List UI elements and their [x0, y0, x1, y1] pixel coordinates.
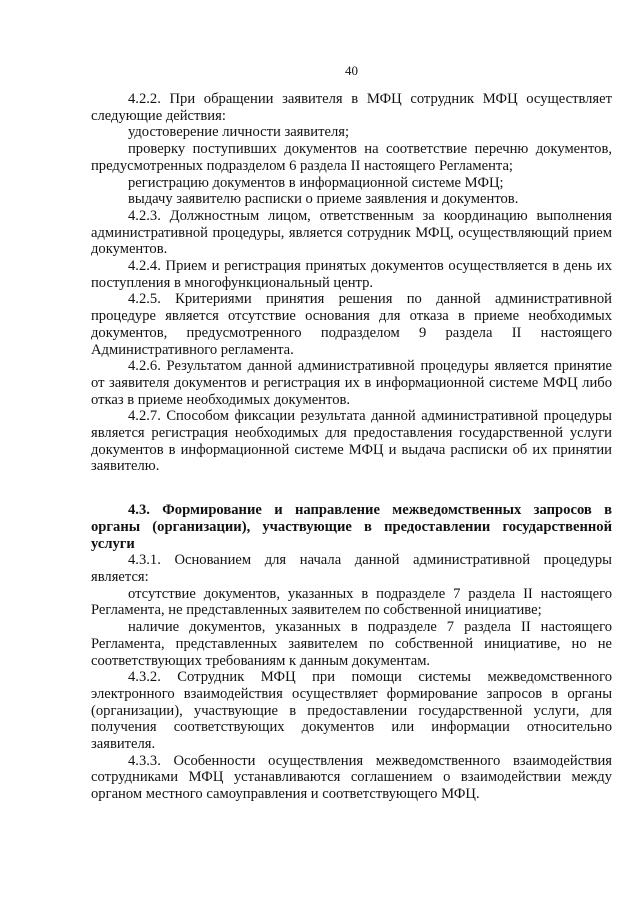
list-item-registration: регистрацию документов в информационной системе МФЦ;: [128, 174, 504, 191]
list-item-presence: наличие документов, указанных в подразделе 7 раздела II настоящего Регламента, представленных заявителем по собственной инициативе, но не соответствующих требованиям к данным документам.: [91, 619, 612, 669]
paragraph-4-2-7: 4.2.7. Способом фиксации результата данной административной процедуры является регистрация необходимых для предоставления государственной услуги документов в информационной системе МФЦ и выдача расписки об их принятии заявителю.: [91, 408, 612, 475]
paragraph-4-3-2: 4.3.2. Сотрудник МФЦ при помощи системы межведомственного электронного взаимодействия осуществляет формирование запросов в органы (организации), участвующие в предоставлении государственной услуги, для получения соответствующих документов или информации относительно заявителя.: [91, 669, 612, 753]
list-item-absence: отсутствие документов, указанных в подразделе 7 раздела II настоящего Регламента, не представленных заявителем по собственной инициативе;: [91, 585, 612, 619]
paragraph-4-2-2: 4.2.2. При обращении заявителя в МФЦ сотрудник МФЦ осуществляет следующие действия:: [91, 91, 612, 124]
list-item-identity: удостоверение личности заявителя;: [128, 124, 350, 141]
paragraph-4-3-1: 4.3.1. Основанием для начала данной административной процедуры является:: [91, 552, 612, 585]
paragraph-4-3-3: 4.3.3. Особенности осуществления межведомственного взаимодействия сотрудниками МФЦ устанавливаются соглашением о взаимодействии между органом местного самоуправления и соответствующего МФЦ.: [91, 752, 612, 803]
paragraph-4-2-3: 4.2.3. Должностным лицом, ответственным за координацию выполнения административной процедуры, является сотрудник МФЦ, осуществляющий прием документов.: [91, 207, 612, 258]
document-body: [91, 91, 612, 803]
paragraph-4-2-6: 4.2.6. Результатом данной административной процедуры является принятие от заявителя документов и регистрация их в информационной системе МФЦ либо отказ в приеме необходимых документов.: [91, 358, 612, 408]
page-number: 40: [345, 63, 358, 78]
paragraph-4-2-4: 4.2.4. Прием и регистрация принятых документов осуществляется в день их поступления в многофункциональный центр.: [91, 258, 612, 291]
list-item-receipt: выдачу заявителю расписки о приеме заявления и документов.: [128, 191, 519, 208]
section-heading-4-3: 4.3. Формирование и направление межведомственных запросов в органы (организации), участвующие в предоставлении государственной услуги: [91, 502, 612, 552]
list-item-check-documents: проверку поступивших документов на соответствие перечню документов, предусмотренных подразделом 6 раздела II настоящего Регламента;: [91, 141, 612, 174]
paragraph-4-2-5: 4.2.5. Критериями принятия решения по данной административной процедуре является отсутствие основания для отказа в приеме необходимых документов, предусмотренного подразделом 9 раздела II настоящего Административного регламента.: [91, 291, 612, 358]
